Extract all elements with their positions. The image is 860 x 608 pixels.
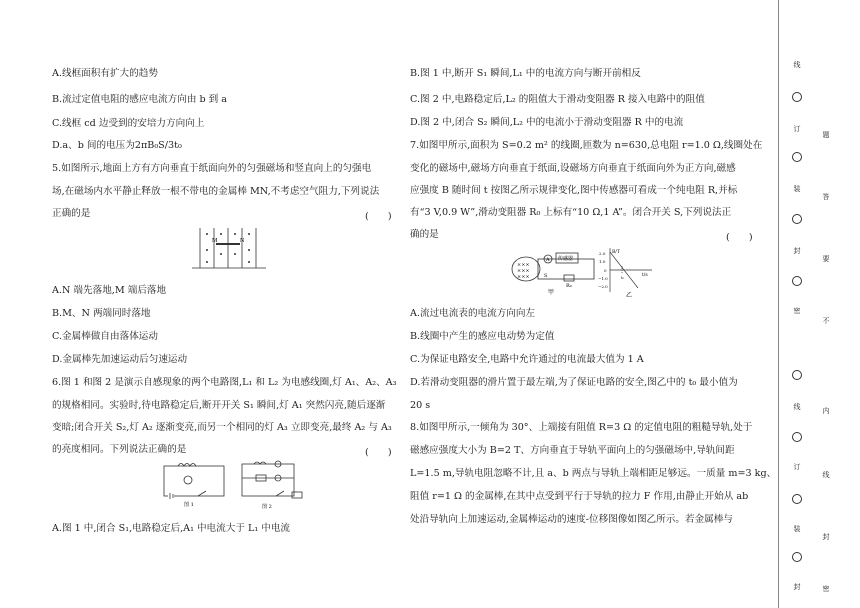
margin-mark: 密	[822, 585, 830, 593]
q7-circuit-jia	[508, 247, 598, 295]
q7-ammeter-label: A	[546, 257, 550, 263]
margin-label: 内	[822, 407, 830, 415]
q6-circuit-fig2	[236, 458, 306, 512]
q7-stem-2: 变化的磁场中,磁场方向垂直于纸面,设磁场方向垂直于纸面向外为正方向,磁感	[410, 163, 736, 174]
q5-option-a: A.N 端先落地,M 端后落地	[52, 285, 167, 296]
margin-mark: 密	[793, 307, 801, 315]
q5-stem-1: 5.如图所示,地面上方有方向垂直于纸面向外的匀强磁场和竖直向上的匀强电	[52, 163, 372, 174]
q6-fig2-caption: 图 2	[262, 504, 272, 510]
q4-option-b: B.流过定值电阻的感应电流方向由 b 到 a	[52, 94, 228, 105]
q7-graph-xlabel: t/s	[642, 273, 648, 278]
margin-label: 封	[822, 533, 830, 541]
q5-option-b: B.M、N 两端同时落地	[52, 308, 151, 319]
q7-tick: −1.0	[598, 276, 608, 281]
q5-stem-2: 场,在磁场内水平静止释放一根不带电的金属棒 MN,不考虑空气阻力,下列说法	[52, 186, 380, 197]
q7-option-c: C.为保证电路安全,电路中允许通过的电流最大值为 1 A	[410, 354, 644, 365]
q7-tick: 1.0	[599, 259, 606, 264]
q7-jia-caption: 甲	[548, 289, 555, 295]
q6-stem-3: 变暗;闭合开关 S₂,灯 A₂ 逐渐变亮,而另一个相同的灯 A₃ 立即变亮,最终 A₂ 与 A₃	[52, 422, 392, 433]
q7-option-b: B.线圈中产生的感应电动势为定值	[410, 331, 555, 342]
svg-text:M: M	[212, 238, 218, 244]
q8-stem-2: 磁感应强度大小为 B=2 T、方向垂直于导轨平面向上的匀强磁场中,导轨间距	[410, 445, 735, 456]
q8-stem-1: 8.如图甲所示,一倾角为 30°、上端接有阻值 R=3 Ω 的定值电阻的粗糙导轨,处于	[410, 422, 753, 433]
binding-hole	[792, 552, 802, 562]
q6-stem-2: 的规格相同。实验时,待电路稳定后,断开开关 S₁ 瞬间,灯 A₁ 突然闪亮,随后逐渐	[52, 400, 386, 411]
q7-answer-paren: ( )	[726, 232, 753, 243]
q4-option-a: A.线框面积有扩大的趋势	[52, 68, 158, 79]
margin-mark: 线	[793, 403, 801, 411]
margin-mark: 封	[793, 247, 801, 255]
binding-hole	[792, 276, 802, 286]
svg-text:×××: ×××	[517, 274, 530, 280]
margin-label: 线	[822, 471, 830, 479]
q7-option-d-cont: 20 s	[410, 400, 431, 411]
q8-stem-3: L=1.5 m,导轨电阻忽略不计,且 a、b 两点与导轨上端相距足够远。一质量 m=3 kg、	[410, 468, 777, 479]
q7-yi-caption: 乙	[626, 292, 633, 298]
q7-sensor-label: 传感器	[558, 256, 574, 262]
margin-mark: 装	[793, 185, 801, 193]
svg-text:N: N	[240, 238, 245, 244]
svg-text:×××: ×××	[517, 268, 530, 274]
binding-hole	[792, 214, 802, 224]
q7-graph-ylabel: B/T	[612, 250, 620, 255]
q6-circuit-fig1	[158, 460, 230, 512]
margin-mark: 封	[793, 583, 801, 591]
margin-mark: 订	[793, 463, 801, 471]
binding-hole	[792, 370, 802, 380]
margin-label: 不	[822, 317, 830, 325]
q4-option-d: D.a、b 间的电压为2πB₀S/3t₀	[52, 140, 182, 151]
margin-mark: 订	[793, 125, 801, 133]
q7-stem-3: 应强度 B 随时间 t 按图乙所示规律变化,图中传感器可看成一个纯电阻 R,并标	[410, 185, 738, 196]
q7-option-a: A.流过电流表的电流方向向左	[410, 308, 536, 319]
q5-option-c: C.金属棒做自由落体运动	[52, 331, 158, 342]
q6-option-c: C.图 2 中,电路稳定后,L₂ 的阻值大于滑动变阻器 R 接入电路中的阻值	[410, 94, 705, 105]
binding-hole	[792, 432, 802, 442]
binding-hole	[792, 494, 802, 504]
q6-option-a: A.图 1 中,闭合 S₁,电路稳定后,A₁ 中电流大于 L₁ 中电流	[52, 523, 291, 534]
q6-answer-paren: ( )	[365, 447, 392, 458]
binding-rule	[778, 0, 779, 608]
q5-field-figure	[190, 224, 268, 276]
q7-switch-label: S	[544, 273, 548, 279]
q6-fig1-caption: 图 1	[184, 502, 194, 508]
margin-label: 题	[822, 131, 830, 139]
q4-option-c: C.线框 cd 边受到的安培力方向向上	[52, 118, 205, 129]
q5-stem-3: 正确的是	[52, 208, 91, 219]
margin-mark: 装	[793, 525, 801, 533]
q7-r0-label: R₀	[566, 283, 572, 289]
margin-label: 要	[822, 255, 830, 263]
q7-graph-t0: t₀	[621, 275, 625, 280]
q8-stem-4: 阻值 r=1 Ω 的金属棒,在其中点受到平行于导轨的拉力 F 作用,由静止开始从 ab	[410, 491, 749, 502]
margin-mark: 线	[793, 61, 801, 69]
svg-text:×××: ×××	[517, 262, 530, 268]
q7-graph-yi	[598, 246, 654, 298]
q6-option-d: D.图 2 中,闭合 S₂ 瞬间,L₂ 中的电流小于滑动变阻器 R 中的电流	[410, 117, 684, 128]
q7-stem-1: 7.如图甲所示,面积为 S=0.2 m² 的线圈,匝数为 n=630,总电阻 r=1.0 Ω,线圈处在	[410, 140, 763, 151]
margin-label: 答	[822, 193, 830, 201]
binding-hole	[792, 152, 802, 162]
q6-stem-1: 6.图 1 和图 2 是演示自感现象的两个电路图,L₁ 和 L₂ 为电感线圈,灯 A₁、A₂、A₃	[52, 377, 397, 388]
q8-stem-5: 处沿导轨向上加速运动,金属棒运动的速度-位移图像如图乙所示。若金属棒与	[410, 514, 733, 525]
q7-tick: −2.0	[598, 284, 608, 289]
q6-option-b: B.图 1 中,断开 S₁ 瞬间,L₁ 中的电流方向与断开前相反	[410, 68, 641, 79]
q6-stem-4: 的亮度相同。下列说法正确的是	[52, 444, 187, 455]
q7-option-d: D.若滑动变阻器的滑片置于最左端,为了保证电路的安全,图乙中的 t₀ 最小值为	[410, 377, 738, 388]
q7-stem-4: 有“3 V,0.9 W”,滑动变阻器 R₀ 上标有“10 Ω,1 A”。闭合开关 S,下列说法正	[410, 207, 732, 218]
q7-tick: 2.0	[599, 251, 606, 256]
q5-option-d: D.金属棒先加速运动后匀速运动	[52, 354, 188, 365]
q7-stem-5: 确的是	[410, 229, 439, 240]
q7-tick: 0	[604, 268, 607, 273]
binding-hole	[792, 92, 802, 102]
q5-answer-paren: ( )	[365, 211, 392, 222]
